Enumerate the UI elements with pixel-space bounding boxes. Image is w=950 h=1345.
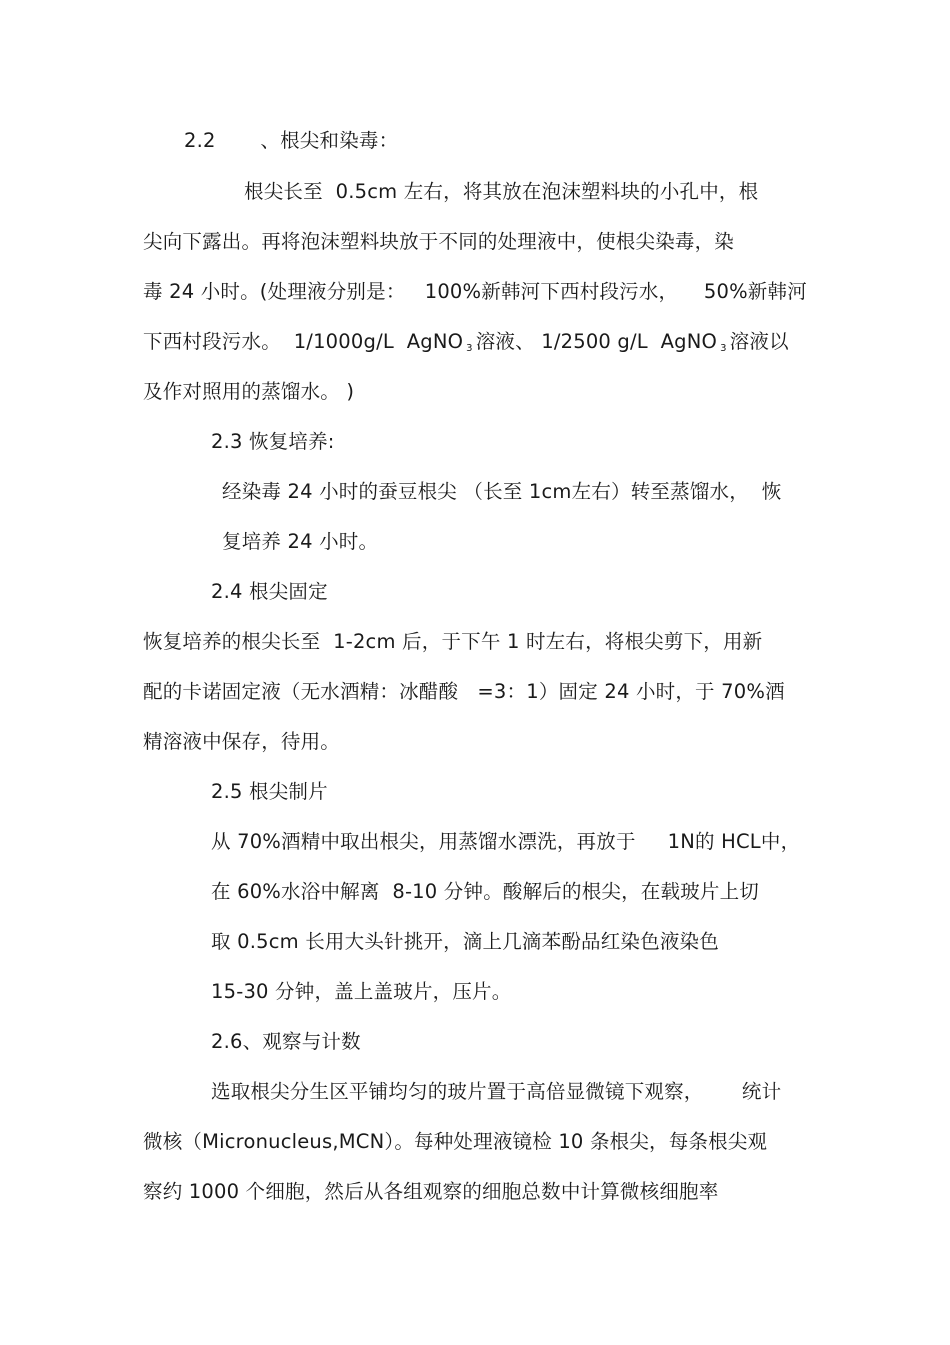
paragraph-line: 配的卡诺固定液（无水酒精：冰醋酸 =3：1）固定 24 小时，于 70%酒 (143, 680, 785, 703)
subscript: 3 (720, 343, 727, 354)
paragraph-line: 察约 1000 个细胞，然后从各组观察的细胞总数中计算微核细胞率 (143, 1180, 719, 1203)
paragraph-line (143, 329, 789, 362)
section-heading-2-5: 2.5 根尖制片 (211, 780, 328, 803)
text-segment: 下西村段污水。 1/1000g/L AgNO (143, 330, 464, 353)
text-segment: 溶液以 (729, 330, 789, 353)
paragraph-line: 从 70%酒精中取出根尖，用蒸馏水漂洗，再放于 1N的 HCL中， (211, 830, 801, 853)
section-heading-2-2: 2.2 、根尖和染毒： (184, 129, 399, 152)
text-segment: 溶液、 1/2500 g/L AgNO (475, 330, 718, 353)
paragraph-line: 在 60%水浴中解离 8-10 分钟。酸解后的根尖，在载玻片上切 (211, 880, 759, 903)
section-heading-2-6: 2.6、观察与计数 (211, 1030, 361, 1053)
paragraph-line: 15-30 分钟，盖上盖玻片，压片。 (211, 980, 512, 1003)
paragraph-line: 恢复培养的根尖长至 1-2cm 后，于下午 1 时左右，将根尖剪下，用新 (143, 630, 763, 653)
section-heading-2-4: 2.4 根尖固定 (211, 580, 328, 603)
paragraph-line: 经染毒 24 小时的蚕豆根尖 （长至 1cm左右）转至蒸馏水， 恢 (222, 480, 782, 503)
paragraph-line: 取 0.5cm 长用大头针挑开，滴上几滴苯酚品红染色液染色 (211, 930, 719, 953)
section-heading-2-3: 2.3 恢复培养: (211, 430, 335, 453)
paragraph-line: 根尖长至 0.5cm 左右，将其放在泡沫塑料块的小孔中，根 (244, 180, 759, 203)
paragraph-line: 选取根尖分生区平铺均匀的玻片置于高倍显微镜下观察， 统计 (211, 1080, 782, 1103)
subscript: 3 (466, 343, 473, 354)
paragraph-line: 及作对照用的蒸馏水。 ) (143, 380, 355, 403)
paragraph-line: 微核（Micronucleus,MCN）。每种处理液镜检 10 条根尖，每条根尖观 (143, 1130, 768, 1153)
paragraph-line: 尖向下露出。再将泡沫塑料块放于不同的处理液中，使根尖染毒，染 (143, 230, 735, 253)
paragraph-line: 精溶液中保存，待用。 (143, 730, 341, 753)
paragraph-line: 复培养 24 小时。 (222, 530, 379, 553)
paragraph-line: 毒 24 小时。(处理液分别是： 100%新韩河下西村段污水， 50%新韩河 (143, 280, 807, 303)
